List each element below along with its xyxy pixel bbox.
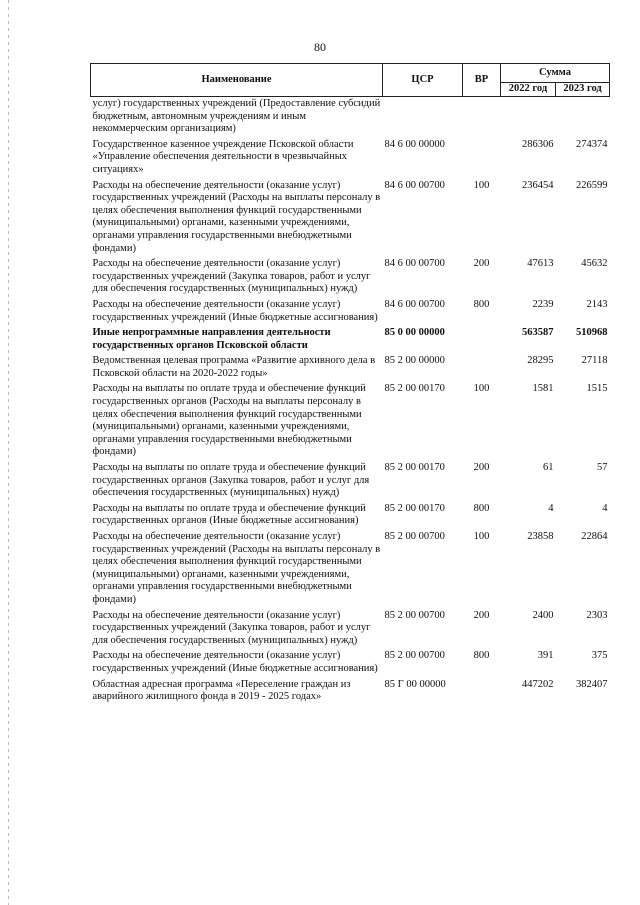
row-vr: 800 [473,298,490,310]
row-csr: 85 0 00 00000 [384,327,445,339]
row-sum-2023: 22864 [581,531,608,542]
header-sum: Сумма [501,64,610,83]
row-vr: 800 [473,502,490,514]
row-sum-2023: 375 [591,650,608,662]
table-header-row [91,64,610,83]
row-sum-2022: 391 [537,650,554,662]
row-name: Расходы на обеспечение деятельности (оказание услуг) государственных учреждений (Закупка товаров, работ и услуг для обеспечения государственных (муниципальных) нужд) [92,609,371,646]
row-name: Расходы на выплаты по оплате труда и обеспечение функций государственных органов (Закупка товаров, работ и услуг для обеспечения государственных (муниципальных) нужд) [92,462,370,499]
table-row [91,179,610,258]
row-sum-2023: 2143 [586,298,608,310]
table-row [91,530,610,609]
row-sum-2022: 2239 [532,298,554,310]
row-csr: 85 2 00 00170 [384,462,445,474]
row-sum-2022: 23858 [527,531,554,542]
header-name: Наименование [91,64,383,97]
row-name: Расходы на обеспечение деятельности (оказание услуг) государственных учреждений (Расходы на выплаты персоналу в целях обеспечения выполнения функций государственными (муниципальными) органами, казенными учреждениями, органами управления государственными внебюджетными фондами) [92,179,381,254]
table-row [91,382,610,461]
row-csr: 85 Г 00 00000 [384,678,446,690]
row-sum-2023: 1515 [586,383,608,395]
table-row [91,649,610,677]
row-sum-2022: 236454 [522,179,554,191]
row-sum-2023: 2303 [586,609,608,621]
row-sum-2023: 57 [597,462,608,474]
row-vr: 100 [473,383,490,395]
row-sum-2022: 4 [548,502,554,514]
row-sum-2023: 4 [602,502,608,514]
row-vr: 200 [473,258,490,270]
row-sum-2022: 28295 [527,355,554,367]
row-vr: 100 [473,179,490,191]
row-sum-2023: 382407 [576,678,608,690]
row-vr: 200 [473,609,490,621]
row-sum-2023: 226599 [576,179,608,191]
row-sum-2023 [556,97,610,138]
row-vr [463,326,501,354]
row-name: Расходы на выплаты по оплате труда и обеспечение функций государственных органов (Иные бюджетные ассигнования) [92,502,366,527]
row-sum-2023: 274374 [576,138,608,150]
table-row [91,354,610,382]
header-year-2023: 2023 год [556,83,610,97]
row-sum-2022: 2400 [532,609,554,621]
row-vr [463,97,501,138]
table-row [91,609,610,650]
table-body [91,97,610,706]
row-sum-2023: 27118 [581,355,608,367]
header-csr: ЦСР [383,64,463,97]
row-csr: 85 2 00 00700 [384,650,445,662]
table-row [91,678,610,706]
row-name: Государственное казенное учреждение Псковской области «Управление обеспечения деятельности в чрезвычайных ситуациях» [92,138,354,175]
table-row [91,461,610,502]
row-name: Расходы на обеспечение деятельности (оказание услуг) государственных учреждений (Закупка товаров, работ и услуг для обеспечения государственных (муниципальных) нужд) [92,258,371,295]
row-name: Расходы на обеспечение деятельности (оказание услуг) государственных учреждений (Иные бюджетные ассигнования) [92,650,378,674]
table-row [91,502,610,530]
row-vr: 100 [473,531,490,542]
row-sum-2022 [501,97,556,138]
row-name: Ведомственная целевая программа «Развитие архивного дела в Псковской области на 2020-2022 годы» [92,355,376,379]
table-row [91,298,610,326]
row-csr: 85 2 00 00000 [384,355,445,367]
row-name: услуг) государственных учреждений (Предоставление субсидий бюджетным, автономным учреждениям и иным некоммерческим организациям) [92,98,381,135]
scan-edge [8,0,9,905]
row-sum-2022: 286306 [522,138,554,150]
table-row [91,257,610,298]
row-vr: 800 [473,650,490,662]
row-sum-2022: 1581 [532,383,554,395]
page-number: 80 [314,40,326,54]
row-sum-2023: 510968 [576,327,608,339]
row-csr: 85 2 00 00170 [384,383,445,395]
row-name: Расходы на обеспечение деятельности (оказание услуг) государственных учреждений (Иные бюджетные ассигнования) [92,298,378,323]
row-csr: 85 2 00 00700 [384,609,445,621]
row-csr: 85 2 00 00170 [384,502,445,514]
row-csr: 84 6 00 00000 [384,138,445,150]
row-sum-2022: 61 [543,462,554,474]
table-row [91,326,610,354]
row-vr: 200 [473,462,490,474]
row-name: Иные непрограммные направления деятельности государственных органов Псковской области [92,327,331,351]
row-vr [463,138,501,179]
table-row [91,138,610,179]
row-vr [463,354,501,382]
row-name: Расходы на обеспечение деятельности (оказание услуг) государственных учреждений (Расходы на выплаты персоналу в целях обеспечения выполнения функций государственными (муниципальными) органами, казенными учреждениями, органами управления государственными внебюджетными фондами) [92,531,381,605]
budget-table [90,63,610,706]
row-csr: 84 6 00 00700 [384,258,445,270]
row-sum-2022: 447202 [522,678,554,690]
row-name: Расходы на выплаты по оплате труда и обеспечение функций государственных органов (Расходы на выплаты персоналу в целях обеспечения выполнения функций государственными (муниципальными) органами, казенными учреждениями, органами управления государственными внебюджетными фондами) [92,383,366,458]
row-csr: 85 2 00 00700 [384,531,445,542]
row-csr: 84 6 00 00700 [384,298,445,310]
header-vr: ВР [463,64,501,97]
header-year-2022: 2022 год [501,83,556,97]
row-vr [463,678,501,706]
row-csr [383,97,463,138]
row-sum-2023: 45632 [581,258,608,270]
row-sum-2022: 47613 [527,258,554,270]
row-name: Областная адресная программа «Переселение граждан из аварийного жилищного фонда в 2019 - 2025 годах» [92,678,351,703]
table-row [91,97,610,138]
row-csr: 84 6 00 00700 [384,179,445,191]
row-sum-2022: 563587 [522,327,554,339]
